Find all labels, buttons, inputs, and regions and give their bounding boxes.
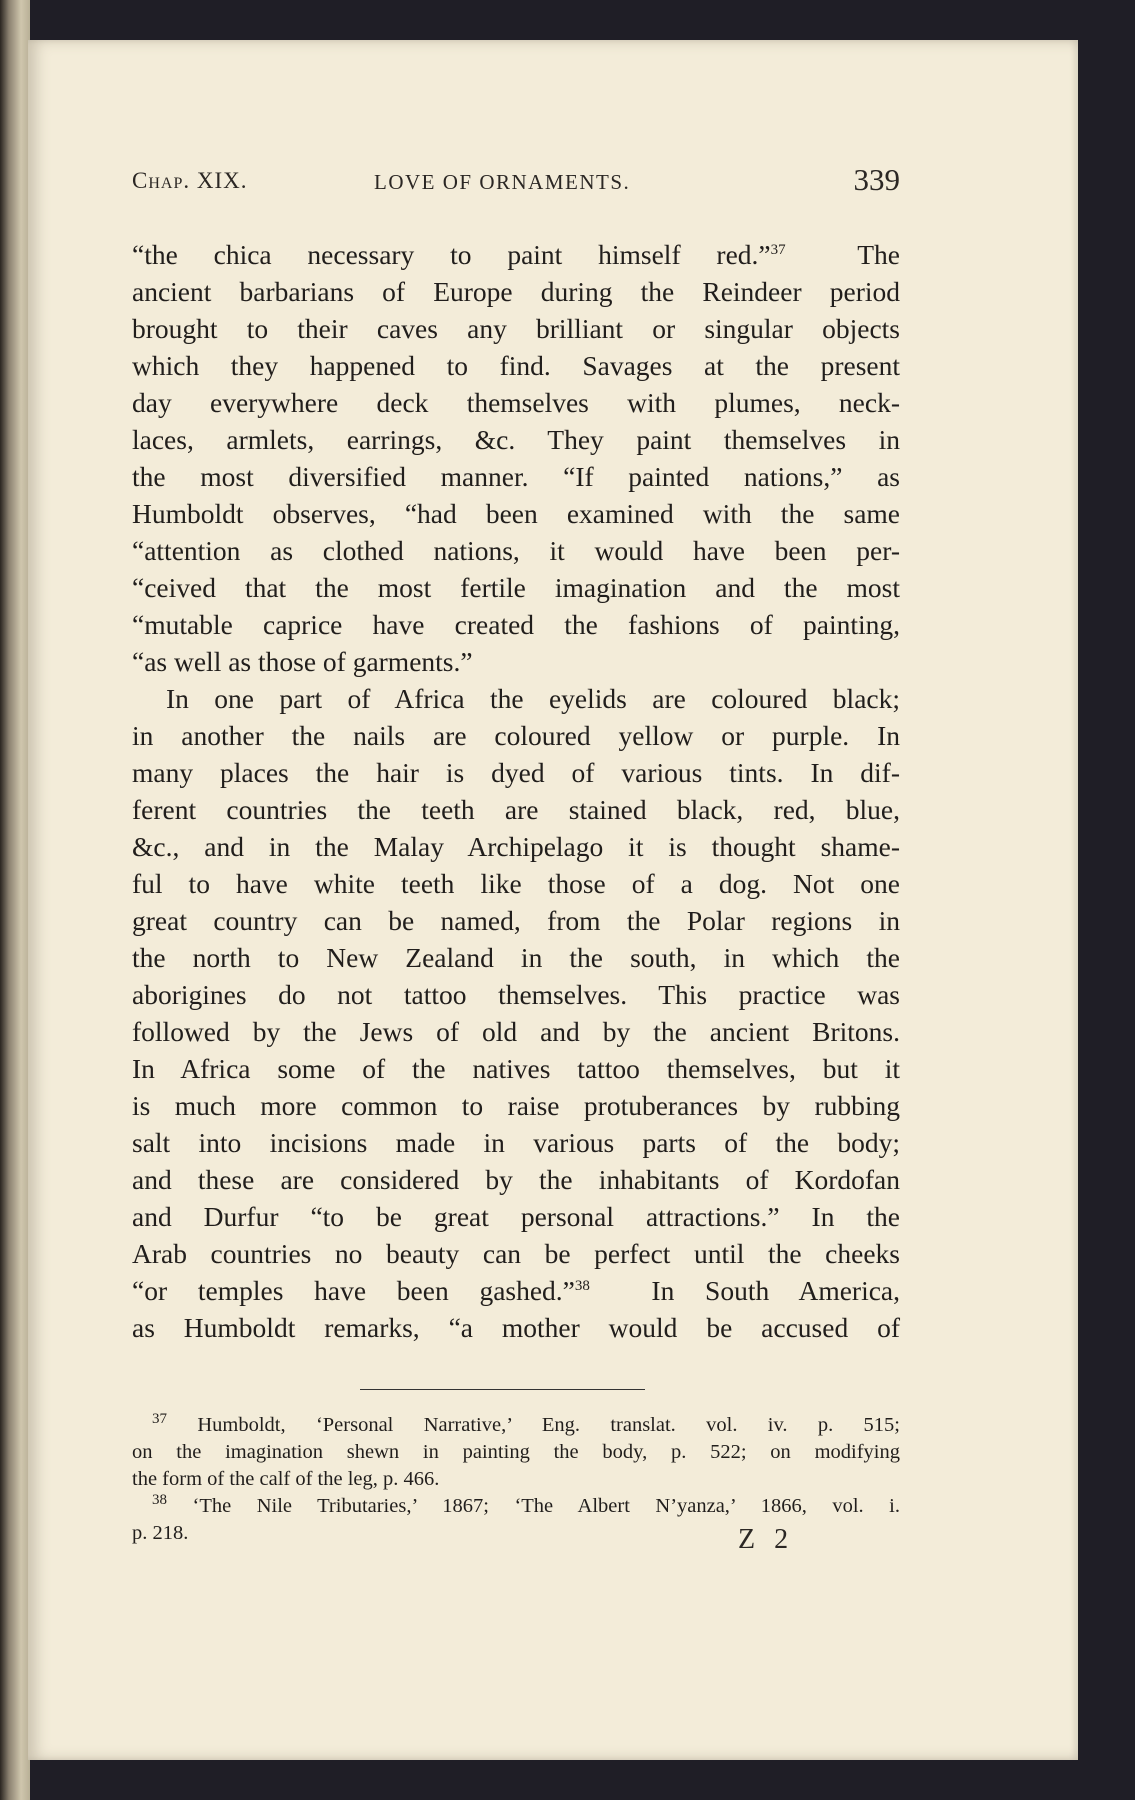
text-line: and these are considered by the inhabitants of Kordofan: [132, 1164, 900, 1195]
text-line: “as well as those of garments.”: [132, 646, 473, 677]
text-line: “ceived that the most fertile imagination and the most: [132, 572, 900, 603]
text-line: Arab countries no beauty can be perfect until the cheeks: [132, 1238, 900, 1269]
footnote-line: on the imagination shewn in painting the body, p. 522; on modifying: [132, 1441, 900, 1463]
text-line: which they happened to find. Savages at the present: [132, 350, 900, 381]
footnote-number: 38: [152, 1492, 167, 1509]
running-title: LOVE OF ORNAMENTS.: [374, 170, 631, 194]
text-line: as Humboldt remarks, “a mother would be accused of: [132, 1312, 900, 1343]
footnote-line: $^{37}$ Humboldt, ‘Personal Narrative,’ Eng. translat. vol. iv. p. 515;: [152, 1411, 901, 1436]
text-line: ferent countries the teeth are stained black, red, blue,: [132, 794, 900, 825]
text-line: is much more common to raise protuberances by rubbing: [132, 1090, 900, 1121]
text-line: the most diversified manner. “If painted nations,” as: [132, 461, 900, 492]
footnote-number: 37: [152, 1411, 167, 1428]
paragraph-2: [132, 680, 900, 1346]
text-line: In Africa some of the natives tattoo themselves, but it: [132, 1053, 900, 1084]
text-line: ful to have white teeth like those of a dog. Not one: [132, 868, 900, 899]
body-text: [132, 236, 900, 1346]
signature-mark: Z 2: [738, 1524, 795, 1555]
chapter-label: Chap. XIX.: [132, 168, 248, 193]
text-line: &c., and in the Malay Archipelago it is thought shame-: [132, 831, 900, 862]
text-line: brought to their caves any brilliant or singular objects: [132, 313, 900, 344]
text-line: the north to New Zealand in the south, in which the: [132, 942, 900, 973]
footnote-line: the form of the calf of the leg, p. 466.: [132, 1468, 440, 1490]
footnote-37: [132, 1412, 900, 1493]
text-line: “mutable caprice have created the fashions of painting,: [132, 609, 900, 640]
page-number: 339: [853, 162, 900, 197]
text-line: laces, armlets, earrings, &c. They paint themselves in: [132, 424, 900, 455]
footnote-line: p. 218.: [132, 1522, 189, 1544]
text-line: day everywhere deck themselves with plumes, neck-: [132, 387, 900, 418]
adjacent-page-edge: [0, 0, 30, 1800]
text-line: followed by the Jews of old and by the ancient Britons.: [132, 1016, 900, 1047]
text-line: great country can be named, from the Polar regions in: [132, 905, 900, 936]
text-line: and Durfur “to be great personal attractions.” In the: [132, 1201, 900, 1232]
text-line: “attention as clothed nations, it would have been per-: [132, 535, 900, 566]
text-line: In one part of Africa the eyelids are coloured black;: [166, 683, 900, 714]
text-line: in another the nails are coloured yellow or purple. In: [132, 720, 900, 751]
text-line: salt into incisions made in various parts of the body;: [132, 1127, 900, 1158]
text-line: Humboldt observes, “had been examined with the same: [132, 498, 900, 529]
text-line: “the chica necessary to paint himself red.”$^{37}$ The: [132, 239, 900, 270]
text-line: ancient barbarians of Europe during the Reindeer period: [132, 276, 900, 307]
paragraph-1: [132, 236, 900, 680]
footnote-line: $^{38}$ ‘The Nile Tributaries,’ 1867; ‘The Albert N’yanza,’ 1866, vol. i.: [152, 1492, 900, 1517]
footnote-divider: [360, 1389, 645, 1390]
text-line: many places the hair is dyed of various tints. In dif-: [132, 757, 900, 788]
footnote-ref-37[interactable]: 37: [770, 241, 786, 258]
text-line: “or temples have been gashed.”$^{38}$ In South America,: [132, 1275, 901, 1306]
footnote-ref-38[interactable]: 38: [574, 1277, 590, 1294]
running-head: [132, 162, 900, 208]
text-line: aborigines do not tattoo themselves. This practice was: [132, 979, 900, 1010]
